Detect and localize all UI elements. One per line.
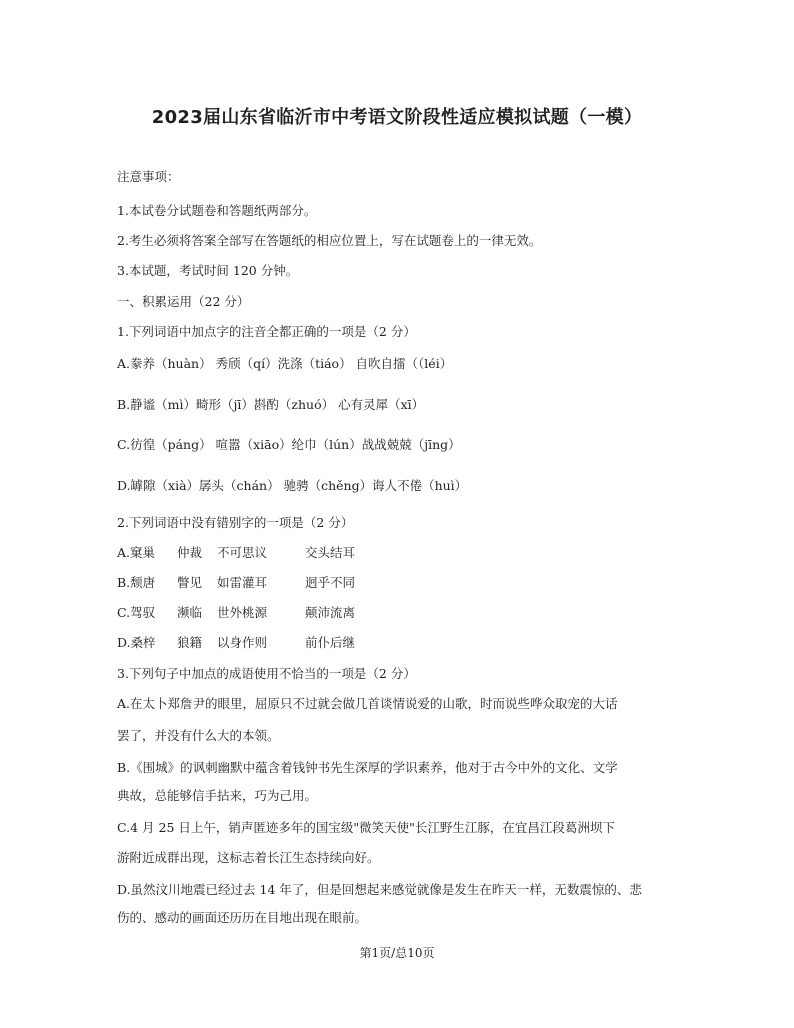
- q2-a-word-1: A.窠巢: [117, 545, 156, 560]
- q2-b-word-2: 瞥见: [177, 575, 203, 590]
- page-footer: 第1页/总10页: [359, 946, 435, 960]
- q1-option-d: D.罅隙（xià）孱头（chán） 驰骋（chěng）诲人不倦（huì）: [117, 478, 468, 493]
- q2-c-word-4: 颠沛流离: [305, 605, 356, 620]
- q2-b-word-1: B.颓唐: [117, 575, 156, 590]
- q3-option-d-line2: 伤的、感动的画面还历历在目地出现在眼前。: [117, 910, 368, 925]
- note-1: 1.本试卷分试题卷和答题纸两部分。: [117, 203, 317, 218]
- q2-option-c: [117, 604, 355, 622]
- q3-option-c-line1: C.4 月 25 日上午，销声匿迹多年的国宝级"微笑天使"长江野生江豚，在宜昌江段葛洲坝下: [117, 820, 615, 835]
- q1-stem: 1.下列词语中加点字的注音全都正确的一项是（2 分）: [117, 324, 416, 339]
- q2-a-word-2: 仲裁: [177, 545, 203, 560]
- q2-stem: 2.下列词语中没有错别字的一项是（2 分）: [117, 515, 354, 530]
- section-heading: 一、积累运用（22 分）: [117, 294, 250, 309]
- q2-b-word-4: 迥乎不同: [305, 575, 356, 590]
- q2-d-word-3: 以身作则: [217, 635, 268, 650]
- q2-c-word-1: C.驾驭: [117, 605, 156, 620]
- q2-d-word-2: 狼籍: [177, 635, 203, 650]
- q2-a-word-4: 交头结耳: [305, 545, 356, 560]
- q1-option-c: C.彷徨（páng） 喧嚣（xiāo）纶巾（lún）战战兢兢（jīng）: [117, 437, 461, 452]
- q3-option-b-line1: B.《围城》的讽刺幽默中蕴含着钱钟书先生深厚的学识素养，他对于古今中外的文化、文学: [117, 760, 618, 775]
- q2-d-word-1: D.桑梓: [117, 635, 156, 650]
- q3-option-a-line1: A.在太卜郑詹尹的眼里，屈原只不过就会做几首谈情说爱的山歌，时而说些哗众取宠的大话: [117, 696, 618, 711]
- q1-option-a: A.豢养（huàn） 秀颀（qí）洗涤（tiáo） 自吹自擂（（léi）: [117, 356, 453, 371]
- q2-a-word-3: 不可思议: [217, 545, 268, 560]
- q3-stem: 3.下列句子中加点的成语使用不恰当的一项是（2 分）: [117, 666, 416, 681]
- note-3: 3.本试题，考试时间 120 分钟。: [117, 263, 299, 278]
- q2-d-word-4: 前仆后继: [305, 635, 356, 650]
- page-title: 2023届山东省临沂市中考语文阶段性适应模拟试题（一模）: [151, 107, 643, 128]
- note-2: 2.考生必须将答案全部写在答题纸的相应位置上，写在试题卷上的一律无效。: [117, 233, 542, 248]
- q3-option-c-line2: 游附近成群出现，这标志着长江生态持续向好。: [117, 850, 380, 865]
- notes-header: 注意事项：: [117, 169, 180, 184]
- q2-b-word-3: 如雷灌耳: [217, 575, 268, 590]
- q2-option-d: [117, 634, 355, 652]
- q3-option-d-line1: D.虽然汶川地震已经过去 14 年了，但是回想起来感觉就像是发生在昨天一样，无数震惊的、悲: [117, 882, 642, 897]
- q3-option-b-line2: 典故，总能够信手拈来，巧为己用。: [117, 788, 318, 803]
- q2-c-word-3: 世外桃源: [217, 605, 268, 620]
- q2-option-b: [117, 574, 355, 592]
- q2-c-word-2: 濒临: [177, 605, 203, 620]
- q3-option-a-line2: 罢了，并没有什么大的本领。: [117, 728, 280, 743]
- q2-option-a: [117, 544, 355, 562]
- q1-option-b: B.静谧（mì）畸形（jī）斟酌（zhuó） 心有灵犀（xī）: [117, 397, 425, 412]
